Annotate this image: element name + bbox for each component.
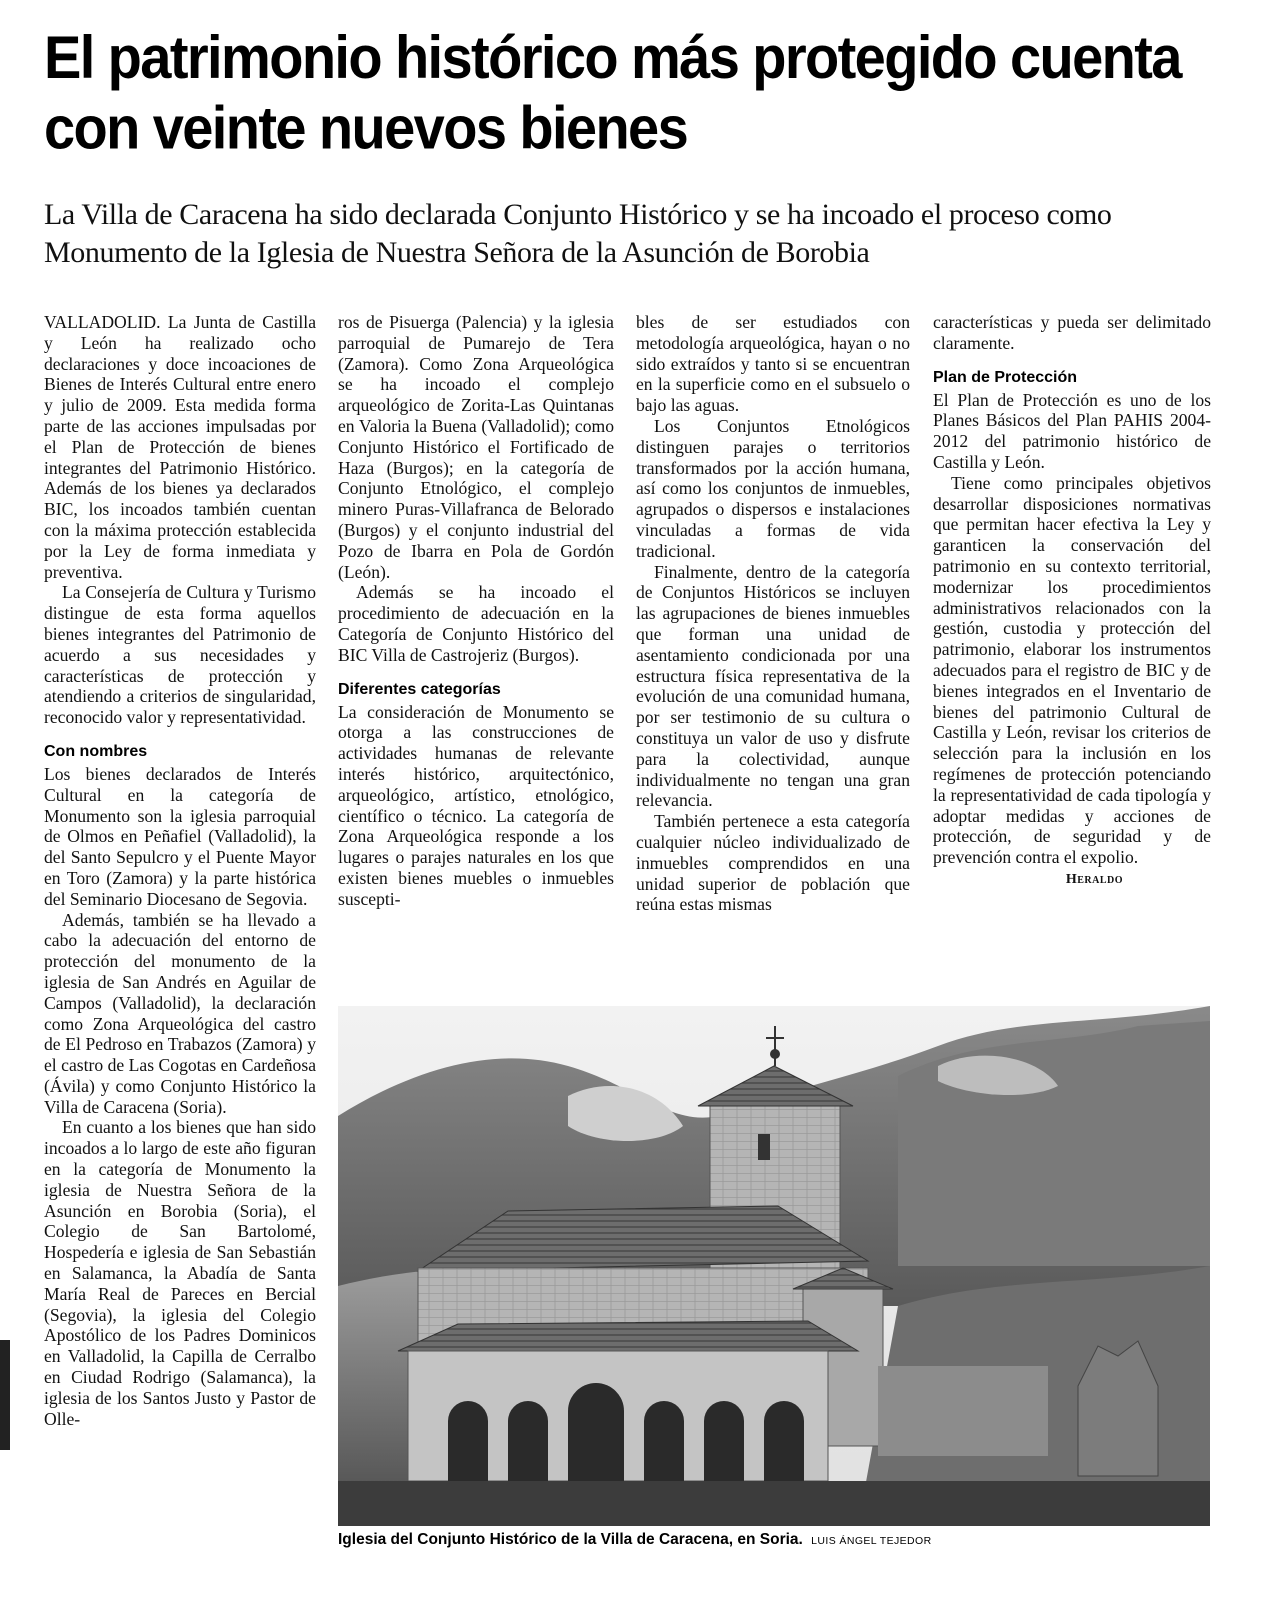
subheadline: La Villa de Caracena ha sido declarada Conjunto Histórico y se ha incoado el proceso como Monumento de la Iglesia de Nuestra Señora de la Asunción de Borobia: [44, 198, 1112, 269]
paragraph: El Plan de Protección es uno de los Planes Básicos del Plan PAHIS 2004-2012 del patrimonio histórico de Castilla y León.: [933, 389, 1211, 472]
paragraph: También pertenece a esta categoría cualquier núcleo individualizado de inmuebles comprendidos en una unidad superior de población que reúna estas mismas: [636, 811, 910, 915]
paragraph: Además se ha incoado el procedimiento de adecuación en la Categoría de Conjunto Histórico del BIC Villa de Castrojeriz (Burgos).: [338, 582, 614, 665]
paragraph: Los Conjuntos Etnológicos distinguen parajes o territorios transformados por la acción humana, así como los conjuntos de inmuebles, agrupados o dispersos e instalaciones vinculadas a formas de vida tradicional.: [636, 415, 910, 561]
section-heading-diferentes-categorias: Diferentes categorías: [338, 680, 501, 698]
paragraph: Tiene como principales objetivos desarrollar disposiciones normativas que permitan hacer efectiva la Ley y garanticen la conservación del patrimonio en su contexto territorial, modernizar los procedimientos administrativos relacionados con la gestión, custodia y protección del patrimonio, elaborar los instrumentos adecuados para el registro de BIC y de bienes integrados en el Inventario de bienes del patrimonio Cultural de Castilla y León, revisar los criterios de selección para la inclusión en los regímenes de protección potenciando la representatividad de cada tipología y adoptar medidas y acciones de protección, de seguridad y de prevención contra el expolio.: [933, 472, 1211, 868]
church-photo: [338, 1006, 1210, 1526]
article-column-2: [338, 312, 614, 910]
article-column-1: [44, 312, 316, 1429]
author-signature: Heraldo: [1065, 871, 1123, 887]
paragraph: Además, también se ha llevado a cabo la adecuación del entorno de protección del monumento de la iglesia de San Andrés en Aguilar de Campos (Valladolid), la declaración como Zona Arqueológica del castro de El Pedroso en Trabazos (Zamora) y el castro de Las Cogotas en Cardeñosa (Ávila) y como Conjunto Histórico la Villa de Caracena (Soria).: [44, 909, 316, 1117]
paragraph: bles de ser estudiados con metodología arqueológica, hayan o no sido extraídos y tanto si se encuentran en la superficie como en el subsuelo o bajo las aguas.: [636, 312, 910, 416]
photo-caption: [338, 1530, 1210, 1551]
article-column-4: [933, 312, 1211, 891]
caption-text: Iglesia del Conjunto Histórico de la Villa de Caracena, en Soria.: [338, 1531, 803, 1548]
paragraph: La Consejería de Cultura y Turismo distingue de esta forma aquellos bienes integrantes del Patrimonio de acuerdo a sus necesidades y características de protección y atendiendo a criterios de singularidad, reconocido valor y representatividad.: [44, 582, 316, 728]
paragraph: En cuanto a los bienes que han sido incoados a lo largo de este año figuran en la categoría de Monumento la iglesia de Nuestra Señora de la Asunción en Borobia (Soria), el Colegio de San Bartolomé, Hospedería e iglesia de San Sebastián en Salamanca, la Abadía de Santa María Real de Pareces en Bercial (Segovia), la iglesia del Colegio Apostólico de los Padres Dominicos en Valladolid, la Capilla de Cerralbo en Ciudad Rodrigo (Salamanca), la iglesia de los Santos Justo y Pastor de Olle-: [44, 1117, 316, 1429]
paragraph: Finalmente, dentro de la categoría de Conjuntos Históricos se incluyen las agrupaciones de bienes inmuebles que forman una unidad de asentamiento condicionada por una estructura física representativa de la evolución de una comunidad humana, por ser testimonio de su cultura o constituya un valor de uso y disfrute para la colectividad, aunque individualmente no tengan una gran relevancia.: [636, 561, 910, 811]
section-heading-plan-de-proteccion: Plan de Protección: [933, 368, 1078, 386]
photo-credit: LUIS ÁNGEL TEJEDOR: [811, 1535, 932, 1547]
paragraph: características y pueda ser delimitado claramente.: [933, 312, 1211, 353]
church-photo-illustration: [338, 1006, 1210, 1526]
headline: El patrimonio histórico más protegido cuenta con veinte nuevos bienes: [44, 23, 1181, 162]
section-heading-con-nombres: Con nombres: [44, 742, 148, 760]
paragraph: La consideración de Monumento se otorga a las construcciones de actividades humanas de relevante interés histórico, arquitectónico, arqueológico, artístico, etnológico, científico o técnico. La categoría de Zona Arqueológica responde a los lugares o parajes naturales en los que existen bienes muebles o inmuebles suscepti-: [338, 701, 614, 909]
paragraph: VALLADOLID. La Junta de Castilla y León ha realizado ocho declaraciones y doce incoaciones de Bienes de Interés Cultural entre enero y julio de 2009. Esta medida forma parte de las acciones impulsadas por el Plan de Protección de bienes integrantes del Patrimonio Histórico. Además de los bienes ya declarados BIC, los incoados también cuentan con la máxima protección establecida por la Ley de forma inmediata y preventiva.: [44, 312, 316, 582]
scan-edge-mark: [0, 1340, 10, 1450]
paragraph: Los bienes declarados de Interés Cultural en la categoría de Monumento son la iglesia parroquial de Olmos en Peñafiel (Valladolid), la del Santo Sepulcro y el Puente Mayor en Toro (Zamora) y la parte histórica del Seminario Diocesano de Segovia.: [44, 763, 316, 909]
article-column-3: [636, 312, 910, 915]
paragraph: ros de Pisuerga (Palencia) y la iglesia parroquial de Pumarejo de Tera (Zamora). Como Zona Arqueológica se ha incoado el complejo arqueológico de Zorita-Las Quintanas en Valoria la Buena (Valladolid); como Conjunto Histórico el Fortificado de Haza (Burgos); en la categoría de Conjunto Etnológico, el complejo minero Puras-Villafranca de Belorado (Burgos) y el conjunto industrial del Pozo de Ibarra en Pola de Gordón (León).: [338, 312, 614, 582]
